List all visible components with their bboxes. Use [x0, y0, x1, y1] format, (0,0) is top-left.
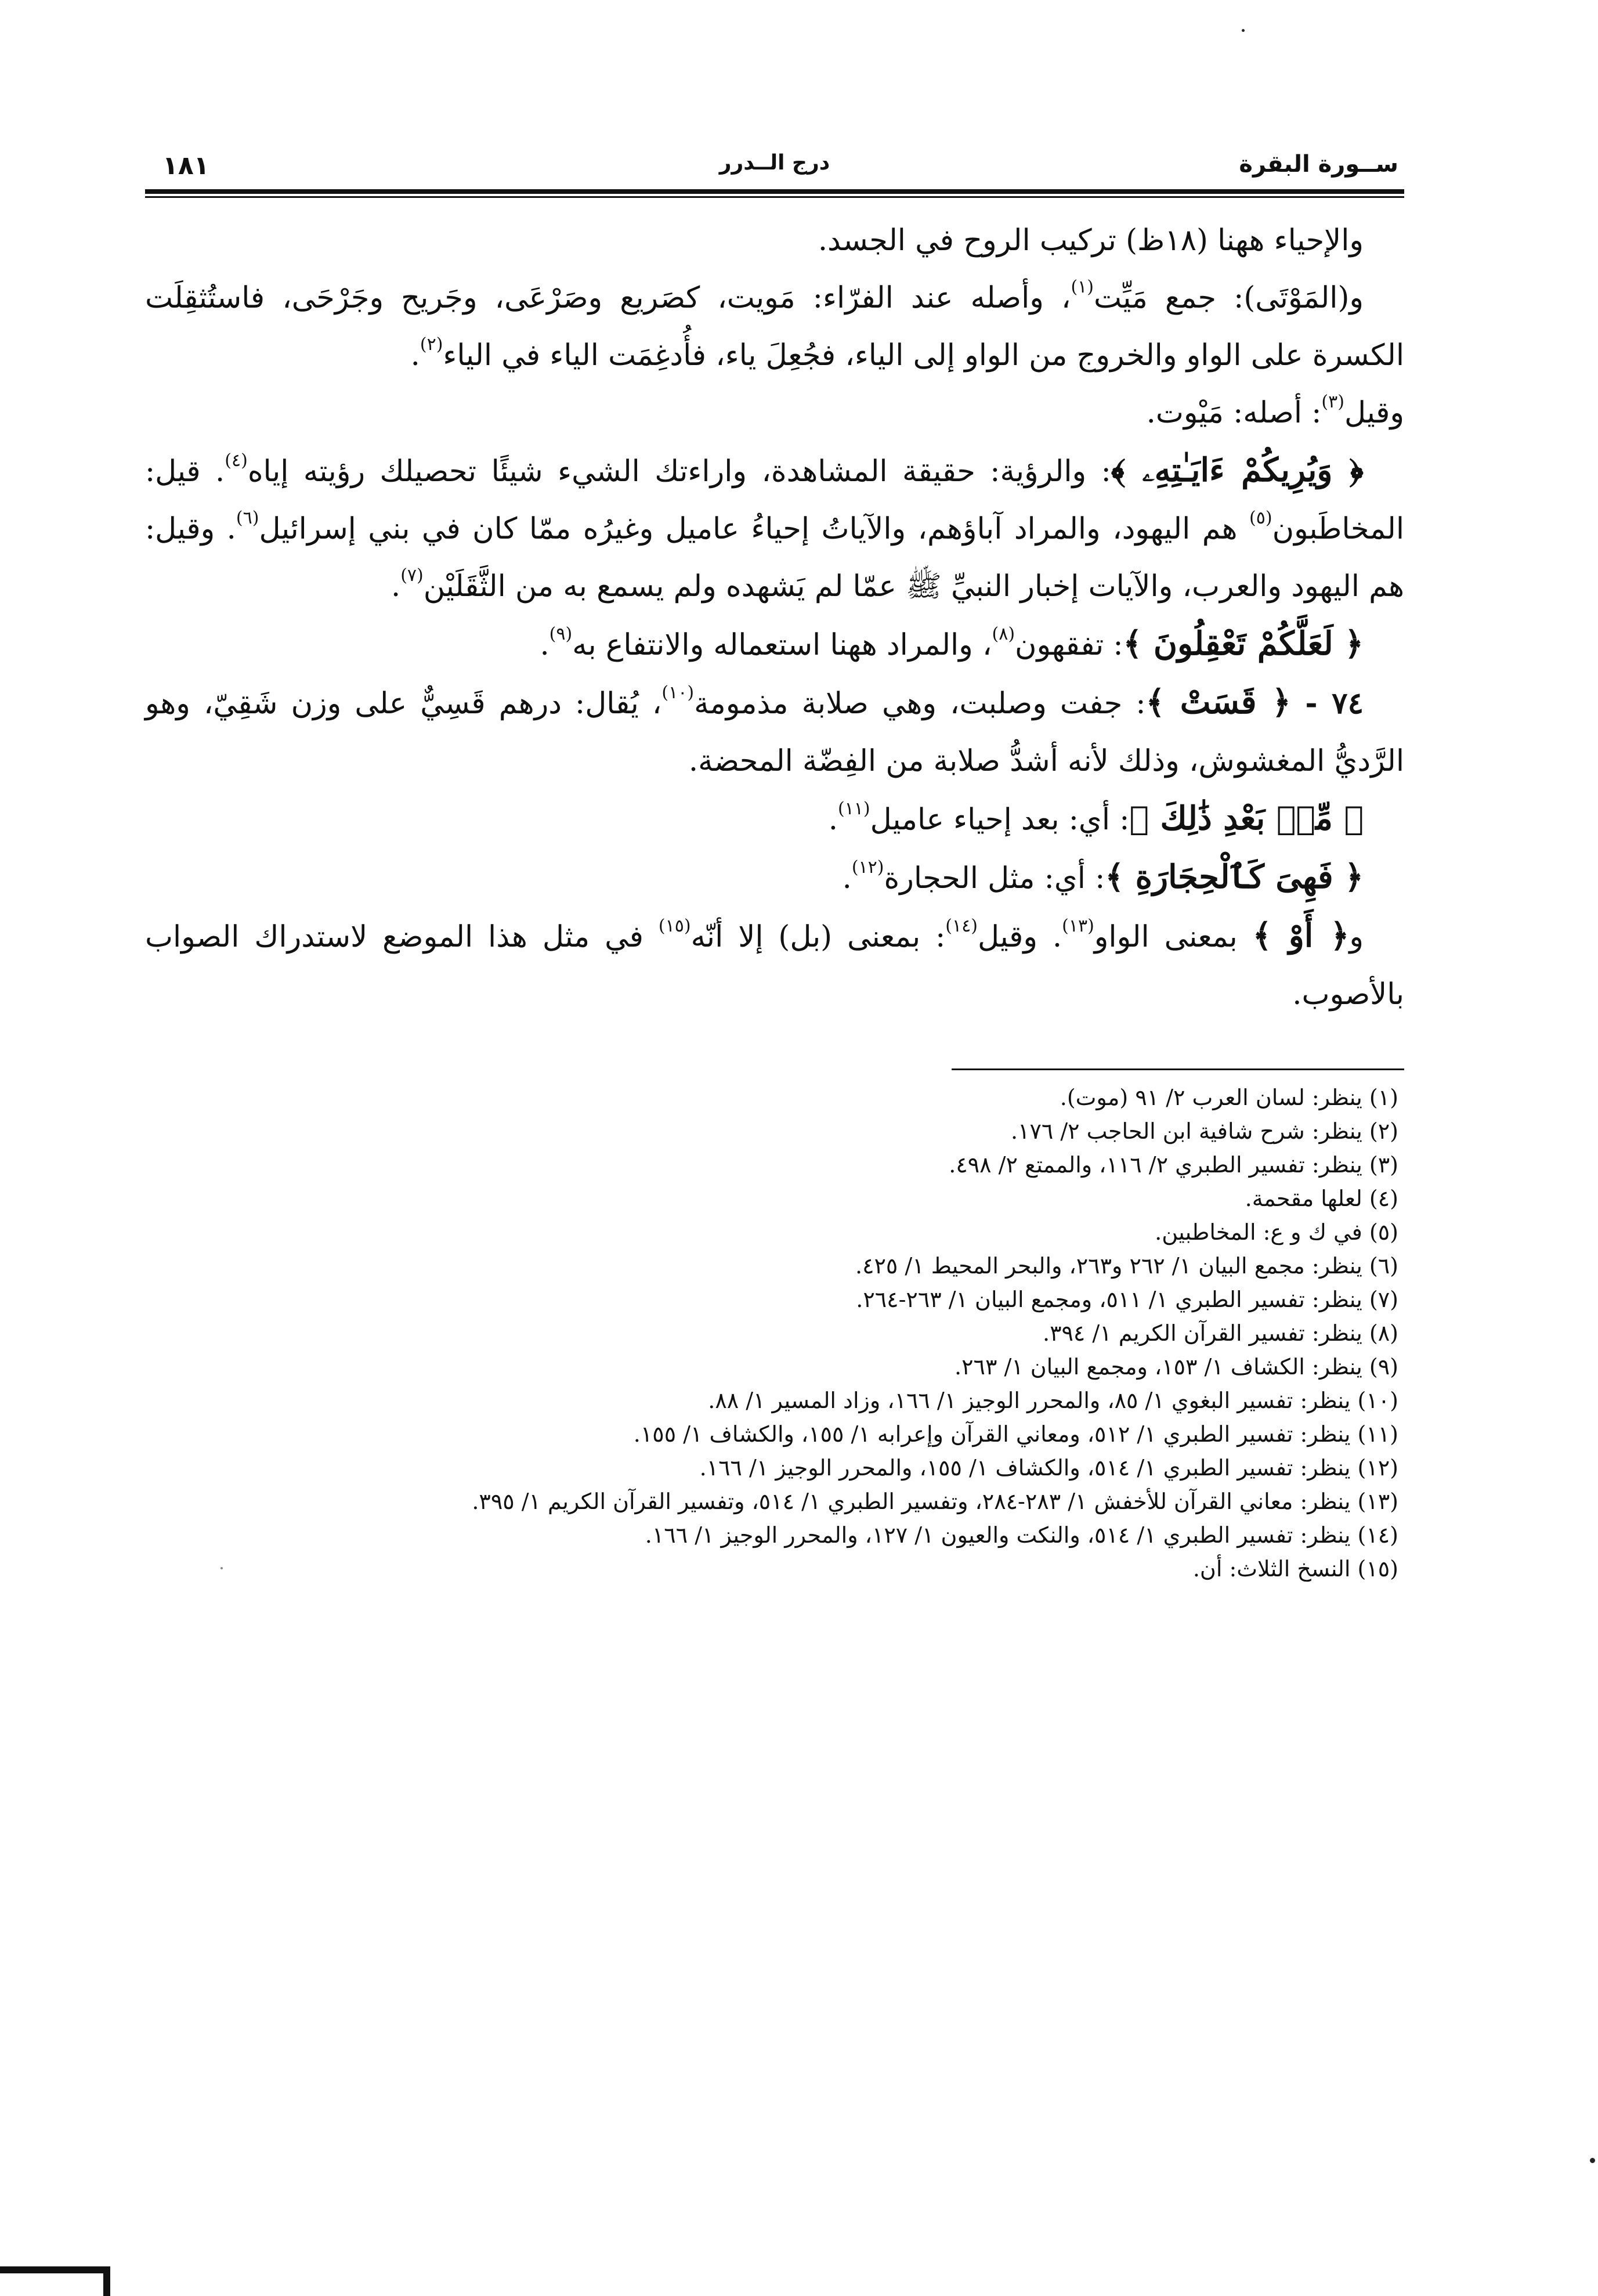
verse-number: ٧٤ -: [1290, 686, 1364, 721]
text-run: ، والمراد ههنا استعماله والانتفاع به: [572, 628, 992, 662]
text-run: . وقيل: هم اليهود والعرب، والآيات إخبار النبيِّ ﷺ عمّا لم يَشهده ولم يسمع به من الثَّقَلَيْن: [145, 512, 1404, 604]
footnote: (٣) ينظر: تفسير الطبري ٢/ ١١٦، والممتع ٢/ ٤٩٨.: [949, 1152, 1398, 1178]
text-run: : أي: بعد إحياء عاميل: [870, 803, 1130, 837]
text-run: : أصله: مَيْوت.: [1146, 396, 1322, 430]
footnote-ref: (٨): [992, 624, 1015, 644]
scan-speck: [1242, 29, 1245, 32]
scan-speck: [1590, 2158, 1595, 2163]
footnote-ref: (٧): [400, 565, 424, 586]
text-run: : بمعنى (بل) إلا أنّه: [690, 920, 946, 954]
footnote: (٤) لعلها مقحمة.: [1245, 1186, 1398, 1211]
text-run: بمعنى الواو: [1094, 920, 1253, 954]
paragraph: [145, 384, 1404, 442]
paragraph: [145, 442, 1404, 615]
quran-verse: ﴿ قَسَتْ ﴾: [1145, 683, 1291, 721]
text-run: . قيل: المخاطَبون: [145, 454, 1404, 546]
footnote: (١٣) ينظر: معاني القرآن للأخفش ١/ ٢٨٣-٢٨٤، وتفسير الطبري ١/ ٥١٤، وتفسير القرآن الكريم ١/ ٣٩٥.: [472, 1489, 1398, 1514]
text-run: : تفقهون: [1015, 628, 1123, 662]
text-run: .: [410, 338, 420, 373]
header-rule-thin: [145, 196, 1404, 198]
paragraph: [145, 269, 1404, 384]
text-run: وقيل: [1344, 396, 1404, 430]
text-run: . وقيل: [977, 920, 1062, 954]
footnote-ref: (٤): [225, 450, 248, 471]
quran-verse: ﴿ لَعَلَّكُمْ تَعْقِلُونَ ﴾: [1123, 624, 1364, 663]
text-run: والإحياء ههنا (١٨ظ) تركيب الروح في الجسد.: [818, 223, 1364, 258]
quran-verse: ﴿ مِّنۢ بَعْدِ ذَٰلِكَ ﴾: [1129, 799, 1364, 837]
text-run: ، وأصله عند الفرّاء: مَويت، كصَريع وصَرْعَى، وجَريح وجَرْحَى، فاستُثقِلَت الكسرة على الواو والخروج من الواو إلى الياء، فجُعِلَ ياء، فأُدغِمَت الياء في الياء: [145, 281, 1404, 373]
footnote: (١٢) ينظر: تفسير الطبري ١/ ٥١٤، والكشاف ١/ ١٥٥، والمحرر الوجيز ١/ ١٦٦.: [699, 1455, 1398, 1481]
book-page: [145, 145, 1404, 1586]
footnote-ref: (٥): [1249, 508, 1272, 528]
footnote-ref: (١١): [837, 799, 870, 819]
surah-name: ســورة البقرة: [1239, 151, 1398, 178]
text-run: : والرؤية: حقيقة المشاهدة، واراءتك الشيء شيئًا تحصيلك رؤيته إياه: [247, 454, 1111, 489]
text-run: .: [828, 803, 838, 837]
footnote: (٧) ينظر: تفسير الطبري ١/ ٥١١، ومجمع البيان ١/ ٢٦٣-٢٦٤.: [856, 1287, 1398, 1312]
footnote: (٨) ينظر: تفسير القرآن الكريم ١/ ٣٩٤.: [1043, 1320, 1398, 1346]
header-rule-thick: [145, 189, 1404, 194]
footnote-ref: (١): [1071, 277, 1094, 297]
footnote-ref: (١٥): [658, 916, 691, 936]
scan-speck: [220, 1567, 223, 1569]
footnote: (١٤) ينظر: تفسير الطبري ١/ ٥١٤، والنكت والعيون ١/ ١٢٧، والمحرر الوجيز ١/ ١٦٦.: [645, 1522, 1398, 1548]
footnote-ref: (١٢): [851, 857, 884, 878]
quran-verse: ﴿ فَهِىَ كَٱلْحِجَارَةِ ﴾: [1105, 858, 1364, 896]
book-title: درج الــدرر: [719, 151, 830, 175]
main-text: [145, 212, 1404, 1023]
text-run: في مثل هذا الموضع لاستدراك الصواب بالأصوب.: [145, 920, 1404, 1012]
scan-corner-mark: [0, 2266, 110, 2296]
footnote-separator: [952, 1068, 1404, 1070]
text-run: ، يُقال: درهم قَسِيٌّ على وزن شَقِيّ، وهو الرَّديُّ المغشوش، وذلك لأنه أشدُّ صلابة من الفِضّة المحضة.: [145, 687, 1404, 778]
quran-verse: ﴿ أَوْ ﴾: [1252, 916, 1350, 955]
text-run: .: [842, 861, 852, 896]
text-run: .: [540, 628, 549, 662]
footnote: (٩) ينظر: الكشاف ١/ ١٥٣، ومجمع البيان ١/ ٢٦٣.: [955, 1354, 1398, 1380]
footnote: (٥) في ك و ع: المخاطبين.: [1155, 1219, 1398, 1245]
text-run: .: [391, 569, 401, 604]
paragraph: [145, 212, 1404, 269]
paragraph: [145, 849, 1404, 907]
text-run: و: [1349, 920, 1364, 954]
footnote: (١٥) النسخ الثلاث: أن.: [1192, 1556, 1398, 1582]
footnote: (١) ينظر: لسان العرب ٢/ ٩١ (موت).: [1060, 1085, 1398, 1110]
text-run: : جفت وصلبت، وهي صلابة مذمومة: [694, 687, 1146, 721]
footnote-ref: (٩): [549, 624, 573, 644]
footnote: (٦) ينظر: مجمع البيان ١/ ٢٦٢ و٢٦٣، والبحر المحيط ١/ ٤٢٥.: [855, 1253, 1398, 1279]
footnote-ref: (٣): [1321, 392, 1344, 412]
paragraph: [145, 615, 1404, 674]
footnote-ref: (١٤): [945, 916, 978, 936]
footnote: (١٠) ينظر: تفسير البغوي ١/ ٨٥، والمحرر الوجيز ١/ ١٦٦، وزاد المسير ١/ ٨٨.: [708, 1388, 1398, 1413]
running-header: [145, 145, 1404, 186]
paragraph: [145, 674, 1404, 790]
text-run: هم اليهود، والمراد آباؤهم، والآياتُ إحياءُ عاميل وغيرُه ممّا كان في بني إسرائيل: [259, 512, 1249, 546]
footnotes: [145, 1081, 1404, 1586]
footnote-ref: (٢): [420, 334, 443, 355]
text-run: و(المَوْتَى): جمع مَيِّت: [1094, 281, 1364, 315]
footnote-ref: (١٠): [661, 683, 695, 703]
paragraph: [145, 790, 1404, 849]
paragraph: [145, 907, 1404, 1023]
footnote-ref: (١٣): [1062, 916, 1094, 936]
footnote: (٢) ينظر: شرح شافية ابن الحاجب ٢/ ١٧٦.: [1010, 1118, 1398, 1144]
footnote: (١١) ينظر: تفسير الطبري ١/ ٥١٢، ومعاني القرآن وإعرابه ١/ ١٥٥، والكشاف ١/ ١٥٥.: [633, 1421, 1398, 1447]
page-number: ١٨١: [162, 151, 209, 180]
text-run: : أي: مثل الحجارة: [884, 861, 1105, 896]
quran-verse: ﴿ وَيُرِيكُمْ ءَايَـٰتِهِۦ ﴾: [1111, 451, 1364, 489]
footnote-ref: (٦): [236, 508, 259, 528]
